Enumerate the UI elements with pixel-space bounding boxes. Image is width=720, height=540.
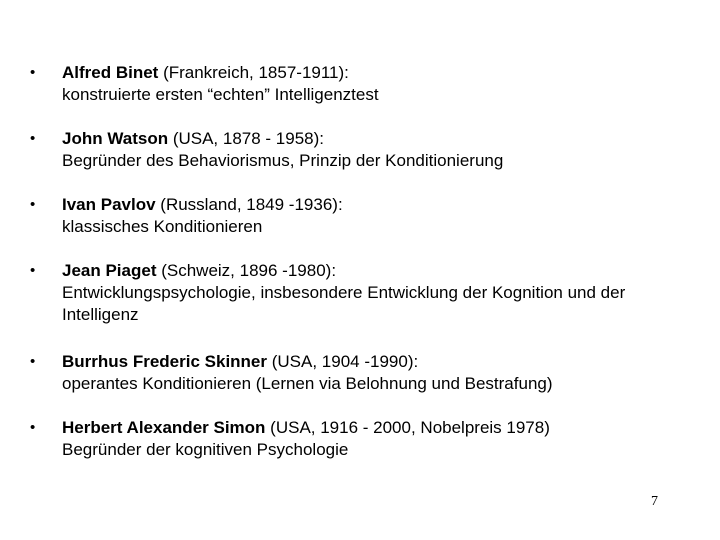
bullet-icon: • — [30, 130, 36, 147]
bullet-icon: • — [30, 196, 36, 213]
bullet-icon: • — [30, 262, 36, 279]
page-number: 7 — [651, 494, 658, 509]
person-detail: (Schweiz, 1896 -1980): — [156, 261, 337, 280]
person-name: Jean Piaget — [62, 261, 157, 280]
person-description: Begründer des Behaviorismus, Prinzip der Konditionierung — [62, 151, 504, 170]
person-description: Begründer der kognitiven Psychologie — [62, 440, 349, 459]
list-item-simon — [30, 417, 700, 461]
psychologists-list — [30, 62, 700, 483]
person-name: Ivan Pavlov — [62, 195, 156, 214]
person-detail: (Russland, 1849 -1936): — [155, 195, 343, 214]
person-name: John Watson — [62, 129, 169, 148]
person-detail: (USA, 1904 -1990): — [267, 352, 419, 371]
list-item-piaget — [30, 260, 700, 326]
person-description: operantes Konditionieren (Lernen via Belohnung und Bestrafung) — [62, 374, 553, 393]
person-detail: (USA, 1878 - 1958): — [168, 129, 325, 148]
person-description: klassisches Konditionieren — [62, 217, 263, 236]
list-item-watson — [30, 128, 700, 172]
bullet-icon: • — [30, 419, 36, 436]
list-item-binet — [30, 62, 700, 106]
person-description: konstruierte ersten “echten” Intelligenztest — [62, 85, 379, 104]
person-name: Herbert Alexander Simon — [62, 418, 266, 437]
person-description: Entwicklungspsychologie, insbesondere Entwicklung der Kognition und der Intelligenz — [62, 283, 626, 324]
person-detail: (USA, 1916 - 2000, Nobelpreis 1978) — [265, 418, 550, 437]
list-item-pavlov — [30, 194, 700, 238]
person-name: Alfred Binet — [62, 63, 159, 82]
person-detail: (Frankreich, 1857‑1911): — [158, 63, 349, 82]
list-item-skinner — [30, 351, 700, 395]
bullet-icon: • — [30, 353, 36, 370]
bullet-icon: • — [30, 64, 36, 81]
person-name: Burrhus Frederic Skinner — [62, 352, 268, 371]
